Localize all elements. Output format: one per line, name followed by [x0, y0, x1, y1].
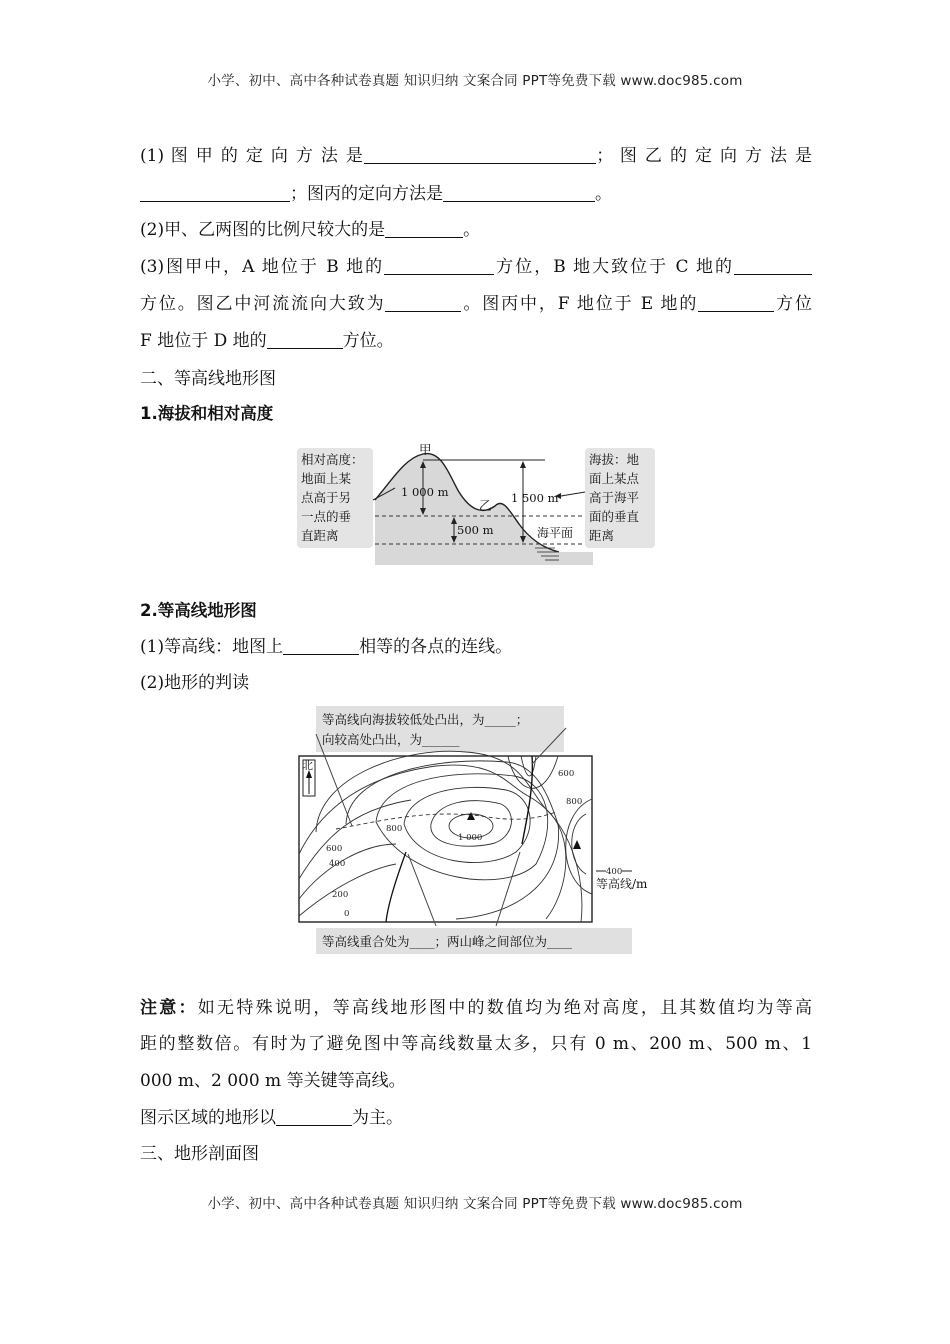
question-3-line-1 [140, 256, 812, 278]
section-2-title: 二、等高线地形图 [140, 369, 276, 389]
page-footer: 小学、初中、高中各种试卷真题 知识归纳 文案合同 PPT等免费下载 www.doc985.com [207, 1196, 743, 1212]
note-line-2: 距的整数倍。有时为了避免图中等高线数量太多，只有 0 m、200 m、500 m、1 [140, 1034, 812, 1054]
left-box-line: 直距离 [301, 528, 339, 543]
altitude-label: 1 500 m [511, 491, 559, 505]
q1-text-c: ；图丙的定向方法是 [290, 184, 443, 204]
q3-text-f: F 地位于 D 地的 [140, 331, 267, 351]
north-label: 北 [302, 759, 313, 772]
right-box-line: 海拔：地 [589, 452, 640, 467]
q3-text-d: 。图丙中，F 地位于 E 地的 [461, 294, 699, 314]
contour-label: 1 000 [458, 833, 483, 843]
q3-text-g: 方位。 [342, 331, 394, 351]
subsection-1-title: 1.海拔和相对高度 [140, 404, 274, 423]
q3-text-a: (3)图甲中，A 地位于 B 地的 [140, 257, 385, 277]
contour-label: 0 [344, 909, 350, 919]
q2-text-b: 。 [463, 220, 481, 240]
answer-blank[interactable] [443, 185, 595, 202]
legend-value: 400 [606, 867, 623, 877]
legend-label: 等高线/m [596, 877, 648, 891]
right-box-line: 面的垂直 [589, 509, 640, 524]
contour-label: 400 [329, 859, 346, 869]
subsection-2-title: 2.等高线地形图 [140, 601, 257, 620]
top-note-line-2: 向较高处凸出，为______ [322, 732, 460, 747]
terrain-text-a: 图示区域的地形以 [140, 1108, 276, 1128]
terrain-question [140, 1107, 812, 1129]
left-box-line: 相对高度： [301, 452, 364, 467]
bottom-note: 等高线重合处为____；两山峰之间部位为____ [322, 934, 573, 949]
right-box-line: 高于海平 [589, 490, 640, 505]
note-line-1 [140, 997, 812, 1019]
altitude-diagram [297, 440, 657, 568]
contour-label: 800 [566, 797, 583, 807]
q1-text-d: 。 [595, 184, 612, 204]
answer-blank[interactable] [140, 185, 290, 202]
q2-text-a: (2)甲、乙两图的比例尺较大的是 [140, 220, 386, 240]
rel-height-label: 1 000 m [401, 485, 449, 499]
q3-text-b: 方位，B 地大致位于 C 地的 [494, 257, 734, 277]
contour-map-figure [296, 704, 656, 956]
answer-blank[interactable] [364, 147, 596, 164]
note-line-3: 000 m、2 000 m 等关键等高线。 [140, 1071, 406, 1091]
question-1-line-2 [140, 183, 812, 205]
note-text: 如无特殊说明，等高线地形图中的数值均为绝对高度，且其数值均为等高 [197, 998, 813, 1018]
question-3-line-3 [140, 330, 812, 352]
note-label: 注意： [140, 998, 198, 1018]
contour-label: 800 [386, 824, 403, 834]
left-box-line: 一点的垂 [301, 509, 352, 524]
question-3-line-2 [140, 293, 812, 315]
contour-definition [140, 636, 812, 658]
right-box-line: 面上某点 [589, 471, 640, 486]
contour-label: 600 [558, 769, 575, 779]
answer-blank[interactable] [698, 295, 774, 312]
contour-label: 600 [326, 844, 343, 854]
left-box-line: 点高于另 [301, 490, 352, 505]
contour-label: 200 [332, 890, 349, 900]
contour-text-b: 相等的各点的连线。 [359, 637, 513, 657]
answer-blank[interactable] [283, 638, 359, 655]
terrain-reading-title: (2)地形的判读 [140, 673, 250, 693]
question-1-line-1 [140, 145, 812, 167]
q1-text-a: (1) 图 甲 的 定 向 方 法 是 [140, 146, 365, 166]
answer-blank[interactable] [385, 221, 463, 238]
question-2 [140, 219, 812, 241]
contour-text-a: (1)等高线：地图上 [140, 637, 284, 657]
q3-text-c: 方位。图乙中河流流向大致为 [140, 294, 386, 314]
answer-blank[interactable] [384, 258, 494, 275]
answer-blank[interactable] [267, 332, 343, 349]
answer-blank[interactable] [385, 295, 461, 312]
left-box-line: 地面上某 [301, 471, 352, 486]
answer-blank[interactable] [276, 1109, 352, 1126]
point-label: 乙 [479, 498, 492, 513]
sea-level-label: 海平面 [537, 526, 574, 540]
q3-text-e: 方位 [774, 294, 812, 314]
answer-blank[interactable] [734, 258, 812, 275]
peak-label: 甲 [419, 442, 432, 457]
top-note-line-1: 等高线向海拔较低处凸出，为_____； [322, 712, 529, 727]
page-header: 小学、初中、高中各种试卷真题 知识归纳 文案合同 PPT等免费下载 www.doc985.com [207, 73, 743, 89]
low-height-label: 500 m [457, 523, 494, 537]
right-box-line: 距离 [589, 528, 615, 543]
section-3-title: 三、地形剖面图 [140, 1144, 259, 1164]
terrain-text-b: 为主。 [352, 1108, 403, 1128]
q1-text-b: ； 图 乙 的 定 向 方 法 是 [596, 146, 813, 166]
